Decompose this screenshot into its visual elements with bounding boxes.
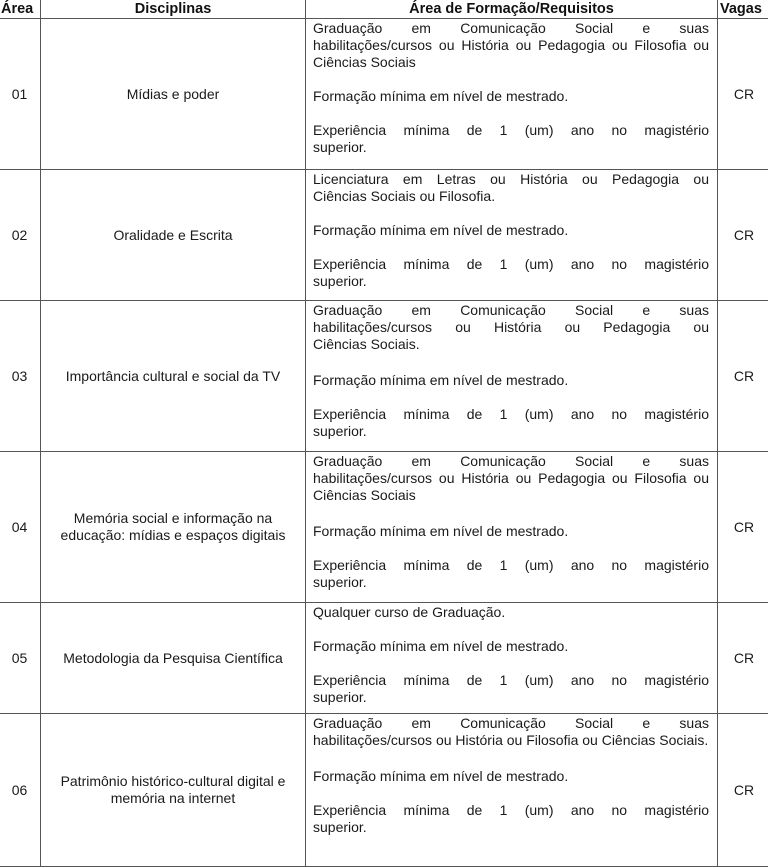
formacao-text: Qualquer curso de Graduação. xyxy=(313,604,709,621)
header-vagas: Vagas xyxy=(718,0,768,19)
experiencia-line-2: superior. xyxy=(313,819,709,836)
experiencia-line-1: Experiência mínima de 1 (um) ano no magistério xyxy=(313,406,709,423)
formacao-line-1: Graduação em Comunicação Social e suas xyxy=(313,302,709,319)
formacao-line-1: Graduação em Comunicação Social e suas xyxy=(313,453,709,470)
discipline-name: Mídias e poder xyxy=(41,19,306,170)
table-row xyxy=(0,301,768,452)
discipline-name: Memória social e informação na educação: mídias e espaços digitais xyxy=(41,452,306,603)
experiencia-line-1: Experiência mínima de 1 (um) ano no magistério xyxy=(313,122,709,139)
titulacao-text: Formação mínima em nível de mestrado. xyxy=(313,88,709,105)
titulacao-text: Formação mínima em nível de mestrado. xyxy=(313,638,709,655)
discipline-name: Metodologia da Pesquisa Científica xyxy=(41,603,306,714)
requirements-cell xyxy=(306,170,718,301)
formacao-text: habilitações/cursos ou História ou Pedagogia ou Filosofia ou Ciências Sociais xyxy=(313,470,709,504)
titulacao-text: Formação mínima em nível de mestrado. xyxy=(313,523,709,540)
vagas-value: CR xyxy=(718,714,768,867)
table-row xyxy=(0,452,768,603)
requirements-cell xyxy=(306,19,718,170)
experiencia-line-2: superior. xyxy=(313,139,709,156)
table-row xyxy=(0,170,768,301)
experiencia-line-2: superior. xyxy=(313,689,709,706)
vagas-value: CR xyxy=(718,170,768,301)
titulacao-text: Formação mínima em nível de mestrado. xyxy=(313,768,709,785)
formacao-text: Ciências Sociais ou Filosofia. xyxy=(313,188,709,205)
table-row xyxy=(0,19,768,170)
formacao-text: habilitações/cursos ou História ou Filosofia ou Ciências Sociais. xyxy=(313,732,709,749)
formacao-line-1: Licenciatura em Letras ou História ou Pedagogia ou xyxy=(313,171,709,188)
formacao-line-1: Graduação em Comunicação Social e suas xyxy=(313,20,709,37)
formacao-text: Ciências Sociais. xyxy=(313,336,709,353)
experiencia-line-1: Experiência mínima de 1 (um) ano no magistério xyxy=(313,557,709,574)
titulacao-text: Formação mínima em nível de mestrado. xyxy=(313,372,709,389)
header-area: Área xyxy=(0,0,41,19)
table-header-row xyxy=(0,0,768,19)
experiencia-line-1: Experiência mínima de 1 (um) ano no magistério xyxy=(313,802,709,819)
formacao-line-2: habilitações/cursos ou História ou Pedagogia ou xyxy=(313,319,709,336)
area-code: 06 xyxy=(0,714,41,867)
experiencia-line-2: superior. xyxy=(313,273,709,290)
experiencia-line-1: Experiência mínima de 1 (um) ano no magistério xyxy=(313,256,709,273)
experiencia-line-2: superior. xyxy=(313,574,709,591)
experiencia-line-1: Experiência mínima de 1 (um) ano no magistério xyxy=(313,672,709,689)
formacao-line-1: Graduação em Comunicação Social e suas xyxy=(313,715,709,732)
header-requisitos: Área de Formação/Requisitos xyxy=(306,0,718,19)
area-code: 02 xyxy=(0,170,41,301)
area-code: 05 xyxy=(0,603,41,714)
formacao-text: habilitações/cursos ou História ou Pedagogia ou Filosofia ou Ciências Sociais xyxy=(313,37,709,71)
requirements-cell xyxy=(306,603,718,714)
requirements-cell xyxy=(306,301,718,452)
requirements-cell xyxy=(306,714,718,867)
table-row xyxy=(0,714,768,867)
area-code: 04 xyxy=(0,452,41,603)
discipline-name: Oralidade e Escrita xyxy=(41,170,306,301)
header-disciplinas: Disciplinas xyxy=(41,0,306,19)
vagas-value: CR xyxy=(718,19,768,170)
discipline-name: Patrimônio histórico-cultural digital e memória na internet xyxy=(41,714,306,867)
area-code: 03 xyxy=(0,301,41,452)
vagas-value: CR xyxy=(718,301,768,452)
requirements-cell xyxy=(306,452,718,603)
vagas-value: CR xyxy=(718,603,768,714)
table-row xyxy=(0,603,768,714)
titulacao-text: Formação mínima em nível de mestrado. xyxy=(313,222,709,239)
vagas-value: CR xyxy=(718,452,768,603)
area-code: 01 xyxy=(0,19,41,170)
discipline-name: Importância cultural e social da TV xyxy=(41,301,306,452)
experiencia-line-2: superior. xyxy=(313,423,709,440)
